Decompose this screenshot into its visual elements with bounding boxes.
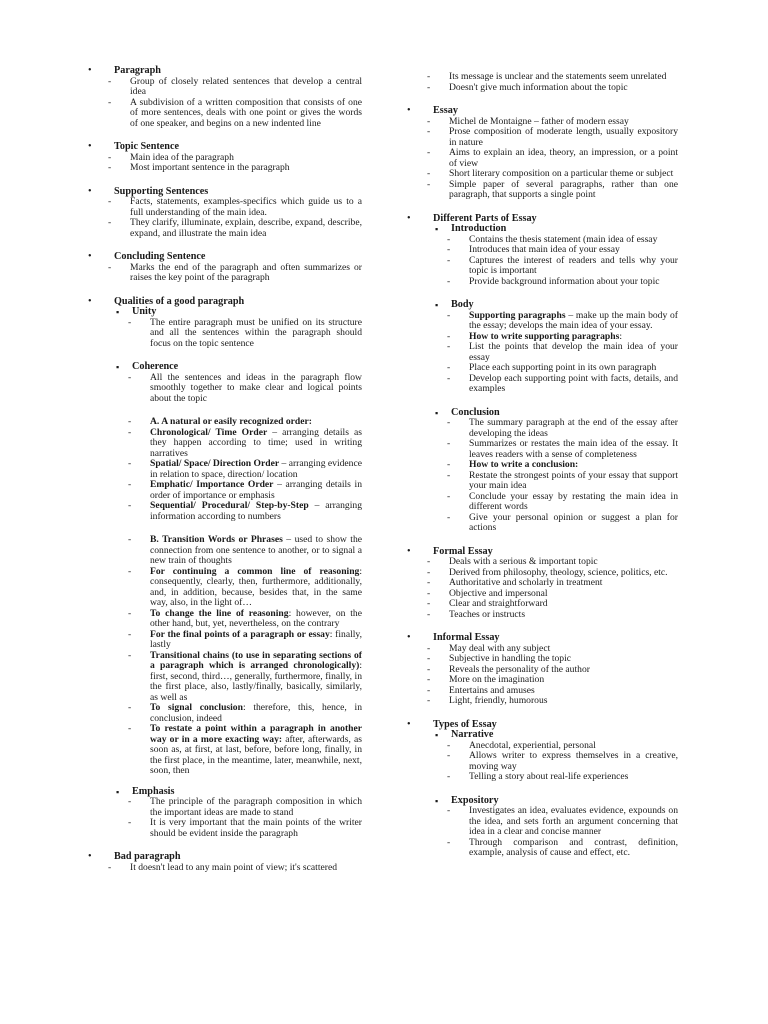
list-item: - Captures the interest of readers and tells why your topic is important	[469, 256, 678, 277]
list-item: - They clarify, illuminate, explain, describe, expand, describe, expand, and illustrate the main idea	[130, 218, 362, 239]
section-formal-essay	[405, 547, 678, 621]
list-item: - Investigates an idea, evaluates evidence, expounds on the idea, and sets forth an argument concerning that idea in a clear and concise manner	[469, 806, 678, 838]
list-item: - How to write a conclusion:	[469, 460, 678, 471]
list-item: - Subjective in handling the topic	[449, 654, 678, 665]
section-heading: • Different Parts of Essay	[405, 214, 678, 225]
list-item: - To signal conclusion: therefore, this, hence, in conclusion, indeed	[150, 703, 362, 724]
list-item: - Group of closely related sentences that develop a central idea	[130, 77, 362, 98]
list-item: - Summarizes or restates the main idea of the essay. It leaves readers with a sense of completeness	[469, 439, 678, 460]
subsection-heading-expository: ▪ Expository	[405, 796, 678, 807]
transition-words-list	[86, 535, 362, 777]
section-heading: • Topic Sentence	[86, 142, 362, 153]
list-item: - Conclude your essay by restating the main idea in different words	[469, 492, 678, 513]
subsection-heading-coherence: ▪ Coherence	[86, 362, 362, 373]
list-item: - Prose composition of moderate length, usually expository in nature	[449, 127, 678, 148]
section-bad-paragraph	[86, 852, 362, 873]
list-item: - Most important sentence in the paragraph	[130, 163, 362, 174]
list-item: - Provide background information about your topic	[469, 277, 678, 288]
left-column	[86, 66, 362, 873]
section-types-of-essay	[405, 720, 678, 859]
list-item: - Doesn't give much information about the topic	[449, 83, 678, 94]
list-item: - For continuing a common line of reasoning: consequently, clearly, then, furthermore, additionally, and, in addition, because, besides that, in the same way, also, in the light of…	[150, 567, 362, 609]
list-item: - Allows writer to express themselves in a creative, moving way	[469, 751, 678, 772]
section-heading: • Essay	[405, 106, 678, 117]
list-item: - May deal with any subject	[449, 644, 678, 655]
list-item: - Telling a story about real-life experiences	[469, 772, 678, 783]
list-item: - Reveals the personality of the author	[449, 665, 678, 676]
list-item: - Chronological/ Time Order – arranging details as they happen according to time; used in writing narratives	[150, 428, 362, 460]
list-item: - Authoritative and scholarly in treatment	[449, 578, 678, 589]
subsection-heading-emphasis: ▪ Emphasis	[86, 787, 362, 798]
list-item: - Introduces that main idea of your essay	[469, 245, 678, 256]
section-supporting-sentences	[86, 187, 362, 240]
list-item: - It is very important that the main points of the writer should be evident inside the paragraph	[150, 818, 362, 839]
section-heading: • Supporting Sentences	[86, 187, 362, 198]
bad-paragraph-continued	[405, 72, 678, 93]
list-item: - Through comparison and contrast, definition, example, analysis of cause and effect, etc.	[469, 838, 678, 859]
list-item: - To change the line of reasoning: however, on the other hand, but, yet, nevertheless, on the contrary	[150, 609, 362, 630]
list-item: - Light, friendly, humorous	[449, 696, 678, 707]
list-item: - A. A natural or easily recognized order:	[150, 417, 362, 428]
list-item: - To restate a point within a paragraph in another way or in a more exacting way: after, afterwards, as soon as, at first, at last, before, before long, finally, in the first place, in the meantime, later, meanwhile, next, soon, then	[150, 724, 362, 777]
list-item: - Simple paper of several paragraphs, rather than one paragraph, that supports a single point	[449, 180, 678, 201]
list-item: - Objective and impersonal	[449, 589, 678, 600]
list-item: - Clear and straightforward	[449, 599, 678, 610]
subsection-heading-introduction: ▪ Introduction	[405, 224, 678, 235]
list-item: - Spatial/ Space/ Direction Order – arranging evidence in relation to space, direction/ location	[150, 459, 362, 480]
list-item: - Restate the strongest points of your essay that support your main idea	[469, 471, 678, 492]
section-topic-sentence	[86, 142, 362, 174]
list-item: - Aims to explain an idea, theory, an impression, or a point of view	[449, 148, 678, 169]
list-item: - Teaches or instructs	[449, 610, 678, 621]
list-item: - Develop each supporting point with facts, details, and examples	[469, 374, 678, 395]
list-item: - A subdivision of a written composition that consists of one of more sentences, deals with one point or gives the words of one speaker, and begins on a new indented line	[130, 98, 362, 130]
list-item: - Short literary composition on a particular theme or subject	[449, 169, 678, 180]
list-item: - Supporting paragraphs – make up the main body of the essay; develops the main idea of your essay.	[469, 311, 678, 332]
section-heading: • Formal Essay	[405, 547, 678, 558]
list-item: - Give your personal opinion or suggest a plan for actions	[469, 513, 678, 534]
subsection-heading-unity: ▪ Unity	[86, 307, 362, 318]
list-item: - All the sentences and ideas in the paragraph flow smoothly together to make clear and logical points about the topic	[150, 373, 362, 405]
list-item: - Anecdotal, experiential, personal	[469, 741, 678, 752]
section-heading: • Qualities of a good paragraph	[86, 297, 362, 308]
list-item: - Sequential/ Procedural/ Step-by-Step – arranging information according to numbers	[150, 501, 362, 522]
section-informal-essay	[405, 633, 678, 707]
list-item: - Its message is unclear and the statements seem unrelated	[449, 72, 678, 83]
list-item: - For the final points of a paragraph or essay: finally, lastly	[150, 630, 362, 651]
list-item: - Entertains and amuses	[449, 686, 678, 697]
list-item: - Marks the end of the paragraph and often summarizes or raises the key point of the paragraph	[130, 263, 362, 284]
section-parts-of-essay	[405, 214, 678, 534]
list-item: - The summary paragraph at the end of the essay after developing the ideas	[469, 418, 678, 439]
list-item: - More on the imagination	[449, 675, 678, 686]
list-item: - B. Transition Words or Phrases – used to show the connection from one sentence to another, or to signal a new train of thoughts	[150, 535, 362, 567]
subsection-heading-narrative: ▪ Narrative	[405, 730, 678, 741]
right-column	[405, 72, 678, 859]
list-item: - The entire paragraph must be unified on its structure and all the sentences within the paragraph should focus on the topic sentence	[150, 318, 362, 350]
list-item: - Main idea of the paragraph	[130, 153, 362, 164]
section-heading: • Types of Essay	[405, 720, 678, 731]
list-item: - Derived from philosophy, theology, science, politics, etc.	[449, 568, 678, 579]
section-heading: • Paragraph	[86, 66, 362, 77]
list-item: - Michel de Montaigne – father of modern essay	[449, 117, 678, 128]
list-item: - Facts, statements, examples-specifics which guide us to a full understanding of the main idea.	[130, 197, 362, 218]
list-item: - The principle of the paragraph composition in which the important ideas are made to stand	[150, 797, 362, 818]
section-heading: • Informal Essay	[405, 633, 678, 644]
list-item: - Deals with a serious & important topic	[449, 557, 678, 568]
list-item: - It doesn't lead to any main point of view; it's scattered	[130, 863, 362, 874]
list-item: - List the points that develop the main idea of your essay	[469, 342, 678, 363]
subsection-heading-conclusion: ▪ Conclusion	[405, 408, 678, 419]
list-item: - Place each supporting point in its own paragraph	[469, 363, 678, 374]
list-item: - Emphatic/ Importance Order – arranging details in order of importance or emphasis	[150, 480, 362, 501]
section-concluding-sentence	[86, 252, 362, 284]
section-essay	[405, 106, 678, 201]
list-item: - How to write supporting paragraphs:	[469, 332, 678, 343]
list-item: - Transitional chains (to use in separating sections of a paragraph which is arranged chronologically): first, second, third…, generally, furthermore, finally, in the first place, also, lastly/finally, basically, similarly, as well as	[150, 651, 362, 704]
list-item: - Contains the thesis statement (main idea of essay	[469, 235, 678, 246]
section-qualities	[86, 297, 362, 840]
section-paragraph	[86, 66, 362, 129]
section-heading: • Bad paragraph	[86, 852, 362, 863]
coherence-order-list	[86, 417, 362, 522]
subsection-heading-body: ▪ Body	[405, 300, 678, 311]
section-heading: • Concluding Sentence	[86, 252, 362, 263]
